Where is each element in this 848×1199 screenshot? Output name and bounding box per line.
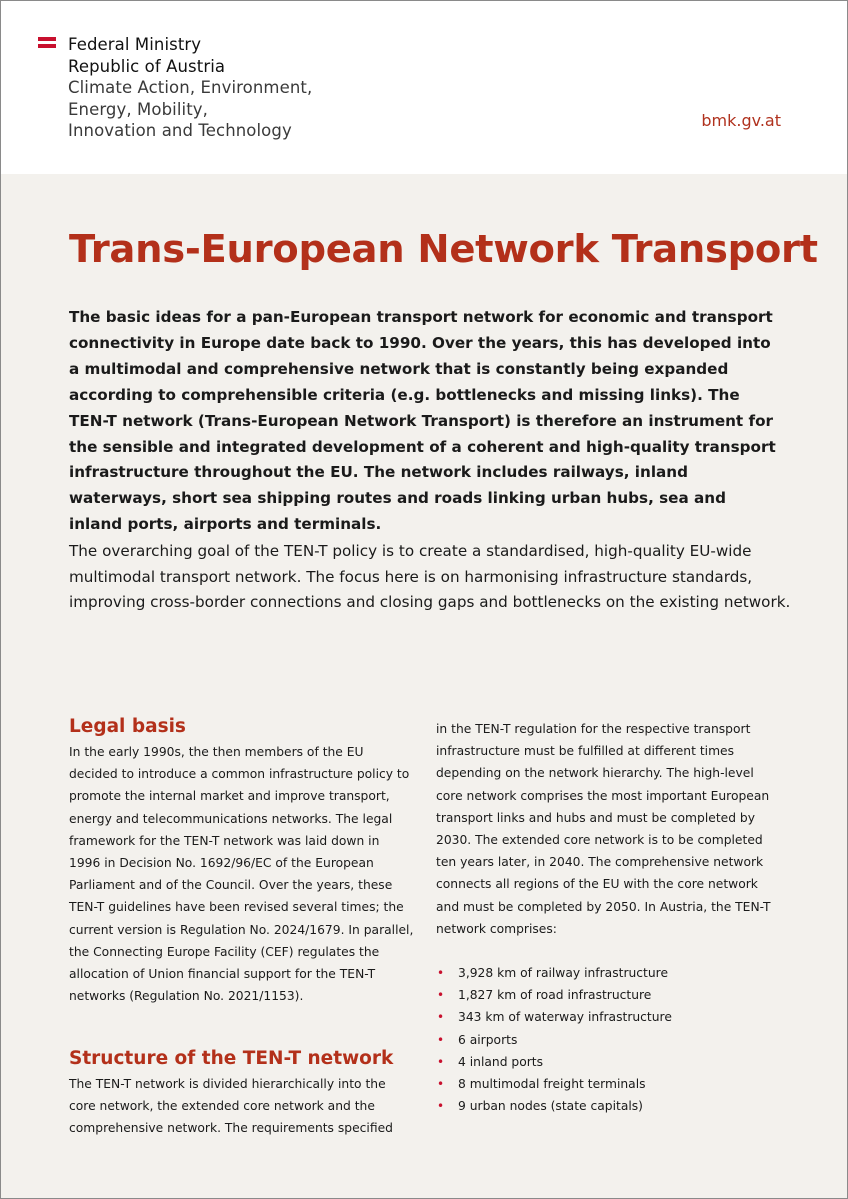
org-name-line1: Federal Ministry bbox=[68, 35, 202, 54]
bullet-icon: • bbox=[437, 1054, 445, 1069]
legal-basis-paragraph: In the early 1990s, the then members of the EU decided to introduce a common infrastructure policy to promote the internal market and improve transport, energy and telecommunications networks. The legal framework for the TEN-T network was laid down in 1996 in Decision No. 1692/96/EC of the European Parliament and of the Council. Over the years, these TEN-T guidelines have been revised several times; the current version is Regulation No. 2024/1679. In parallel, the Connecting Europe Facility (CEF) regulates the allocation of Union financial support for the TEN-T networks (Regulation No. 2021/1153). bbox=[69, 745, 414, 1004]
bullet-icon: • bbox=[437, 988, 445, 1003]
structure-paragraph-start: The TEN-T network is divided hierarchically into the core network, the extended core network and the comprehensive network. The requirements specified bbox=[69, 1077, 393, 1136]
list-item: • 3,928 km of railway infrastructure bbox=[436, 962, 672, 984]
list-item: • 9 urban nodes (state capitals) bbox=[436, 1095, 672, 1117]
lead-paragraph: The basic ideas for a pan-European transport network for economic and transport connectivity in Europe date back to 1990. Over the years, this has developed into a multimodal and comprehensive network that is constantly being expanded according to comprehensible criteria (e.g. bottlenecks and missing links). The TEN-T network (Trans-European Network Transport) is therefore an instrument for the sensible and integrated development of a coherent and high-quality transport infrastructure throughout the EU. The network includes railways, inland waterways, short sea shipping routes and roads linking urban hubs, sea and inland ports, airports and terminals. bbox=[69, 308, 776, 534]
page-header bbox=[1, 1, 847, 174]
dept-line1: Climate Action, Environment, bbox=[68, 78, 313, 97]
bullet-icon: • bbox=[437, 1077, 445, 1092]
list-item: • 4 inland ports bbox=[436, 1051, 672, 1073]
list-item: • 343 km of waterway infrastructure bbox=[436, 1006, 672, 1028]
bullet-icon: • bbox=[437, 1032, 445, 1047]
website-link[interactable]: bmk.gv.at bbox=[701, 111, 781, 130]
intro-paragraph: The overarching goal of the TEN-T policy is to create a standardised, high-quality EU-wide multimodal transport network. The focus here is on harmonising infrastructure standards, improving cross-border connections and closing gaps and bottlenecks on the existing network. bbox=[69, 542, 791, 611]
dept-line3: Innovation and Technology bbox=[68, 121, 292, 140]
page-title: Trans-European Network Transport bbox=[69, 227, 818, 272]
list-item: • 8 multimodal freight terminals bbox=[436, 1073, 672, 1095]
bullet-icon: • bbox=[437, 1099, 445, 1114]
dept-line2: Energy, Mobility, bbox=[68, 99, 208, 119]
ministry-logo-text bbox=[68, 34, 312, 142]
austrian-flag-icon bbox=[38, 37, 56, 48]
bullet-icon: • bbox=[437, 966, 445, 980]
legal-basis-heading: Legal basis bbox=[69, 716, 186, 737]
austria-network-list bbox=[436, 962, 672, 1117]
bullet-icon: • bbox=[437, 1010, 445, 1025]
list-item: • 1,827 km of road infrastructure bbox=[436, 984, 672, 1006]
structure-paragraph-continued: in the TEN-T regulation for the respective transport infrastructure must be fulfilled at different times depending on the network hierarchy. The high-level core network comprises the most important European transport links and hubs and must be completed by 2030. The extended core network is to be completed ten years later, in 2040. The comprehensive network connects all regions of the EU with the core network and must be completed by 2050. In Austria, the TEN-T network comprises: bbox=[436, 722, 771, 936]
structure-heading: Structure of the TEN-T network bbox=[69, 1048, 394, 1069]
list-item: • 6 airports bbox=[436, 1029, 672, 1051]
org-name-line2: Republic of Austria bbox=[68, 56, 226, 76]
